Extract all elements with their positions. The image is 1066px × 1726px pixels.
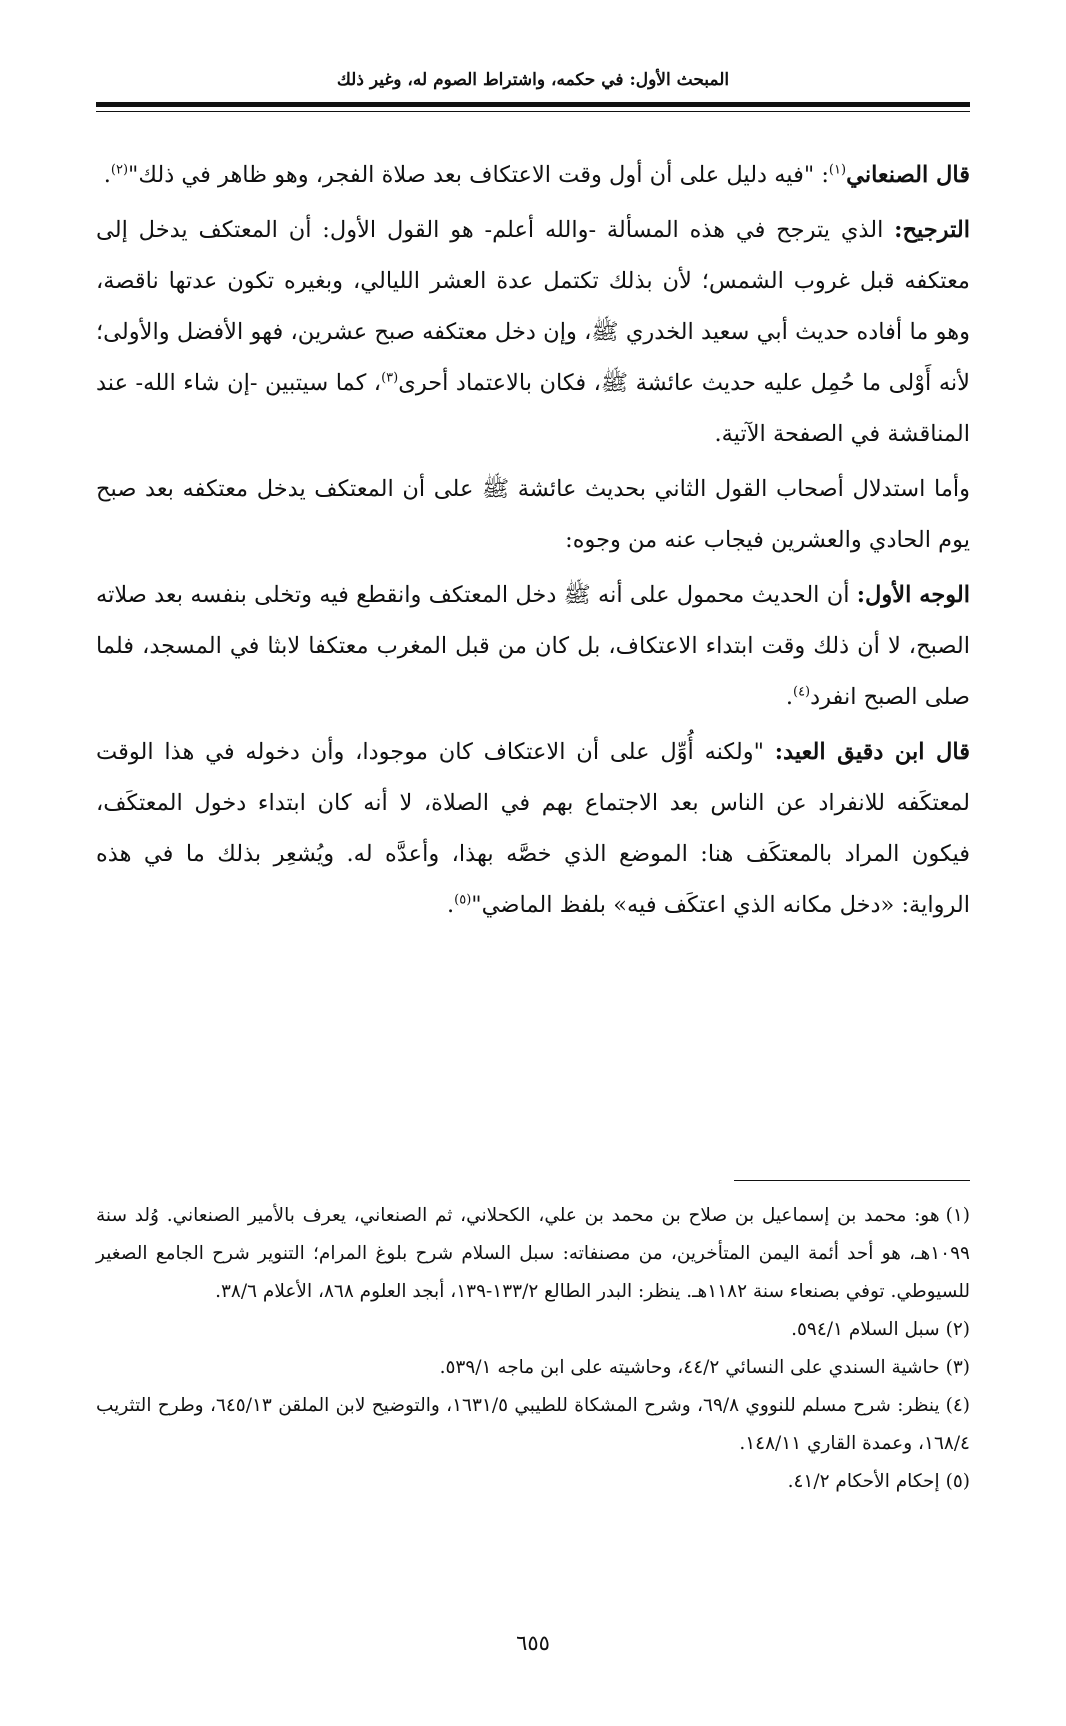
page-number: ٦٥٥ bbox=[516, 1631, 550, 1655]
footnote-text: حاشية السندي على النسائي ٤٤/٢، وحاشيته على ابن ماجه ٥٣٩/١. bbox=[439, 1357, 940, 1378]
running-header: المبحث الأول: في حكمه، واشتراط الصوم له، وغير ذلك bbox=[336, 70, 730, 90]
paragraph-lead: الترجيح: bbox=[894, 217, 970, 243]
footnotes bbox=[96, 1197, 970, 1501]
footnote-text: إحكام الأحكام ٤١/٢. bbox=[787, 1471, 940, 1492]
paragraph-text: أن الحديث محمول على أنه ﷺ دخل المعتكف وانقطع فيه وتخلى بنفسه بعد صلاته الصبح، لا أن ذلك وقت ابتداء الاعتكاف، بل كان من قبل المغرب معتكفا لابثا في المسجد، فلما صلى الصبح انفرد bbox=[96, 582, 970, 710]
footnote-4 bbox=[96, 1387, 970, 1463]
footnote-2 bbox=[96, 1311, 970, 1349]
footnote-number: (٤) bbox=[945, 1395, 970, 1416]
paragraph-text: وأما استدلال أصحاب القول الثاني بحديث عائشة ﷺ على أن المعتكف يدخل معتكفه بعد صبح يوم الحادي والعشرين فيجاب عنه من وجوه: bbox=[96, 476, 970, 553]
footnote-marker: (٢) bbox=[110, 162, 129, 178]
paragraph-second-opinion bbox=[96, 464, 970, 566]
header-rule-thin bbox=[96, 111, 970, 112]
paragraph-tail: . bbox=[446, 892, 455, 918]
footnote-1 bbox=[96, 1197, 970, 1311]
header-rule-thick bbox=[96, 102, 970, 107]
paragraph-lead: قال ابن دقيق العيد: bbox=[774, 739, 971, 765]
footnote-number: (١) bbox=[945, 1205, 970, 1226]
paragraph-first-aspect bbox=[96, 570, 970, 723]
footnote-marker: (٥) bbox=[454, 892, 472, 908]
paragraph-tarjih bbox=[96, 205, 970, 460]
footnote-text: هو: محمد بن إسماعيل بن صلاح بن محمد بن علي، الكحلاني، ثم الصنعاني، يعرف بالأمير الصنعاني. وُلد سنة ١٠٩٩هـ، هو أحد أئمة اليمن المتأخرين، من مصنفاته: سبل السلام شرح بلوغ المرام؛ التنوير شرح الجامع الصغير للسيوطي. توفي بصنعاء سنة ١١٨٢هـ. ينظر: البدر الطالع ١٣٣/٢-١٣٩، أبجد العلوم ٨٦٨، الأعلام ٣٨/٦. bbox=[96, 1205, 970, 1302]
footnote-5 bbox=[96, 1463, 970, 1501]
paragraph-text: "ولكنه أُوِّل على أن الاعتكاف كان موجودا، وأن دخوله في هذا الوقت لمعتكَفه للانفراد عن الناس بعد الاجتماع بهم في الصلاة، لا أنه كان ابتداء دخول المعتكَف، فيكون المراد بالمعتكَف هنا: الموضع الذي خصَّه بهذا، وأعدَّه له. ويُشعِر بذلك ما في هذه الرواية: «دخل مكانه الذي اعتكَف فيه» بلفظ الماضي" bbox=[96, 739, 970, 918]
paragraph-lead: الوجه الأول: bbox=[856, 582, 971, 608]
footnote-marker: (١) bbox=[828, 162, 847, 178]
paragraph-text: : "فيه دليل على أن أول وقت الاعتكاف بعد صلاة الفجر، وهو ظاهر في ذلك" bbox=[128, 162, 829, 188]
footnote-text: ينظر: شرح مسلم للنووي ٦٩/٨، وشرح المشكاة للطيبي ١٦٣١/٥، والتوضيح لابن الملقن ٦٤٥/١٣، وطرح التثريب ١٦٨/٤، وعمدة القاري ١٤٨/١١. bbox=[96, 1395, 970, 1454]
paragraph-lead: قال الصنعاني bbox=[846, 162, 970, 188]
footnote-marker: (٤) bbox=[792, 684, 811, 700]
paragraph-ibn-daqiq bbox=[96, 727, 970, 931]
main-text bbox=[96, 150, 970, 935]
footnote-3 bbox=[96, 1349, 970, 1387]
footnote-number: (٣) bbox=[945, 1357, 970, 1378]
paragraph-tail: . bbox=[785, 684, 793, 710]
footnote-text: سبل السلام ٥٩٤/١. bbox=[791, 1319, 940, 1340]
footnote-marker: (٣) bbox=[381, 370, 399, 386]
paragraph-text: الذي يترجح في هذه المسألة -والله أعلم- هو القول الأول: أن المعتكف يدخل إلى معتكفه قبل غروب الشمس؛ لأن بذلك تكتمل عدة العشر الليالي، وبغيره تكون عدتها ناقصة، وهو ما أفاده حديث أبي سعيد الخدري ﷺ، وإن دخل معتكفه صبح عشرين، فهو الأفضل والأولى؛ لأنه أَوْلى ما حُمِل عليه حديث عائشة ﷺ، فكان بالاعتماد أحرى bbox=[96, 217, 970, 396]
paragraph-sanani bbox=[96, 150, 970, 201]
footnote-separator bbox=[734, 1180, 970, 1181]
footnote-number: (٥) bbox=[945, 1471, 970, 1492]
paragraph-tail: . bbox=[103, 162, 111, 188]
footnote-number: (٢) bbox=[945, 1319, 970, 1340]
paragraph-tail: ، كما سيتبين -إن شاء الله- عند المناقشة في الصفحة الآتية. bbox=[96, 370, 970, 447]
